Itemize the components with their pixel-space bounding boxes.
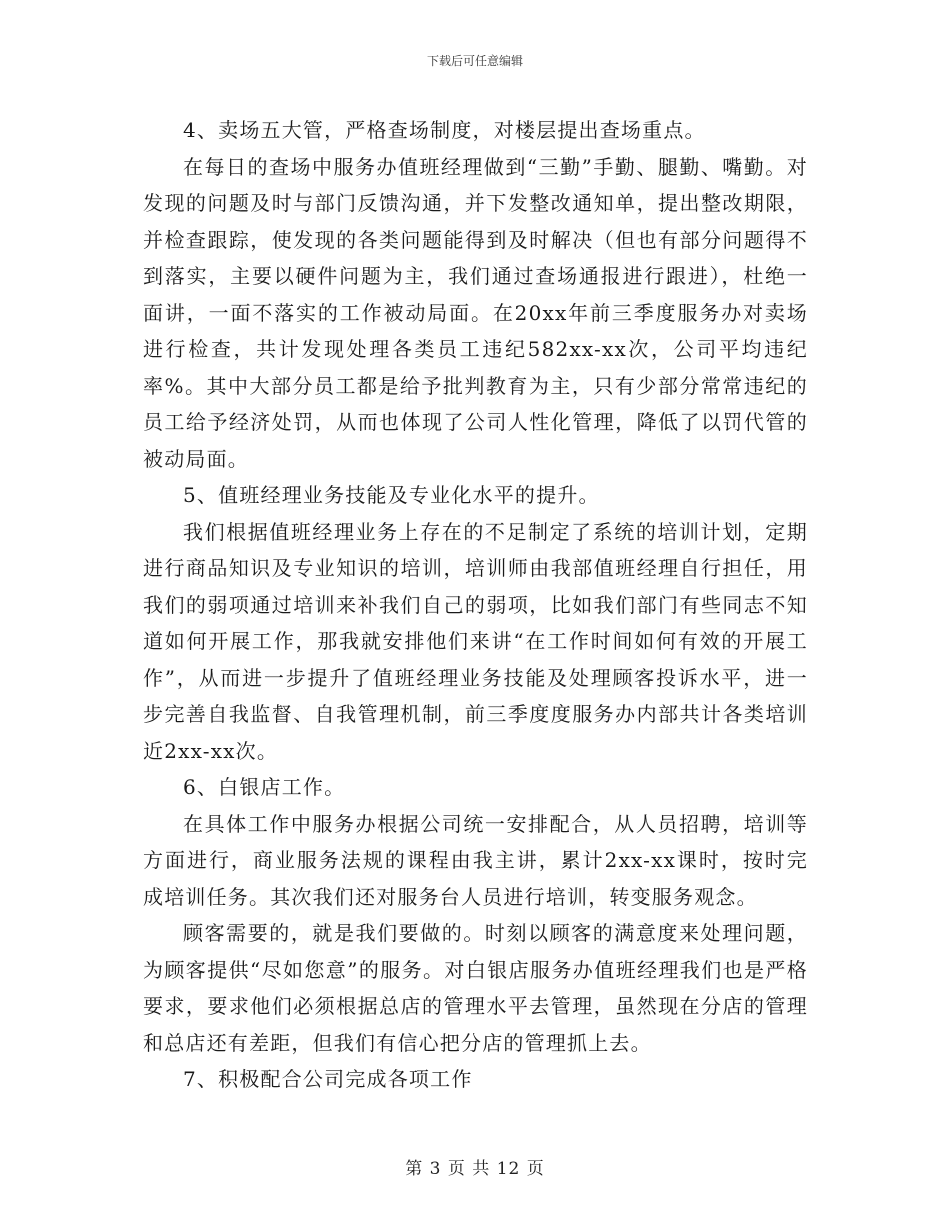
paragraph-heading-7: 7、积极配合公司完成各项工作 <box>183 1067 473 1091</box>
paragraph-heading-4: 4、卖场五大管，严格查场制度，对楼层提出查场重点。 <box>183 118 706 142</box>
page-number-footer: 第 3 页 共 12 页 <box>405 1159 545 1179</box>
paragraph: 在具体工作中服务办根据公司统一安排配合，从人员招聘，培训等方面进行，商业服务法规的课程由我主讲，累计2xx-xx课时，按时完成培训任务。其次我们还对服务台人员进行培训，转变服务观念。 <box>143 811 808 909</box>
paragraph-heading-6: 6、白银店工作。 <box>183 775 346 799</box>
paragraph: 在每日的查场中服务办值班经理做到“三勤”手勤、腿勤、嘴勤。对发现的问题及时与部门反馈沟通，并下发整改通知单，提出整改期限，并检查跟踪，使发现的各类问题能得到及时解决（但也有部分问题得不到落实，主要以硬件问题为主，我们通过查场通报进行跟进），杜绝一面讲，一面不落实的工作被动局面。在20xx年前三季度服务办对卖场进行检查，共计发现处理各类员工违纪582xx-xx次，公司平均违纪率%。其中大部分员工都是给予批判教育为主，只有少部分常常违纪的员工给予经济处罚，从而也体现了公司人性化管理，降低了以罚代管的被动局面。 <box>143 154 808 471</box>
paragraph-heading-5: 5、值班经理业务技能及专业化水平的提升。 <box>183 483 600 507</box>
page-header: 下载后可任意编辑 <box>426 54 523 68</box>
paragraph: 顾客需要的，就是我们要做的。时刻以顾客的满意度来处理问题，为顾客提供“尽如您意”的服务。对白银店服务办值班经理我们也是严格要求，要求他们必须根据总店的管理水平去管理，虽然现在分店的管理和总店还有差距，但我们有信心把分店的管理抓上去。 <box>143 921 808 1055</box>
document-body <box>143 112 808 1098</box>
paragraph: 我们根据值班经理业务上存在的不足制定了系统的培训计划，定期进行商品知识及专业知识的培训，培训师由我部值班经理自行担任，用我们的弱项通过培训来补我们自己的弱项，比如我们部门有些同志不知道如何开展工作，那我就安排他们来讲“在工作时间如何有效的开展工作”，从而进一步提升了值班经理业务技能及处理顾客投诉水平，进一步完善自我监督、自我管理机制，前三季度度服务办内部共计各类培训近2xx-xx次。 <box>143 519 808 763</box>
